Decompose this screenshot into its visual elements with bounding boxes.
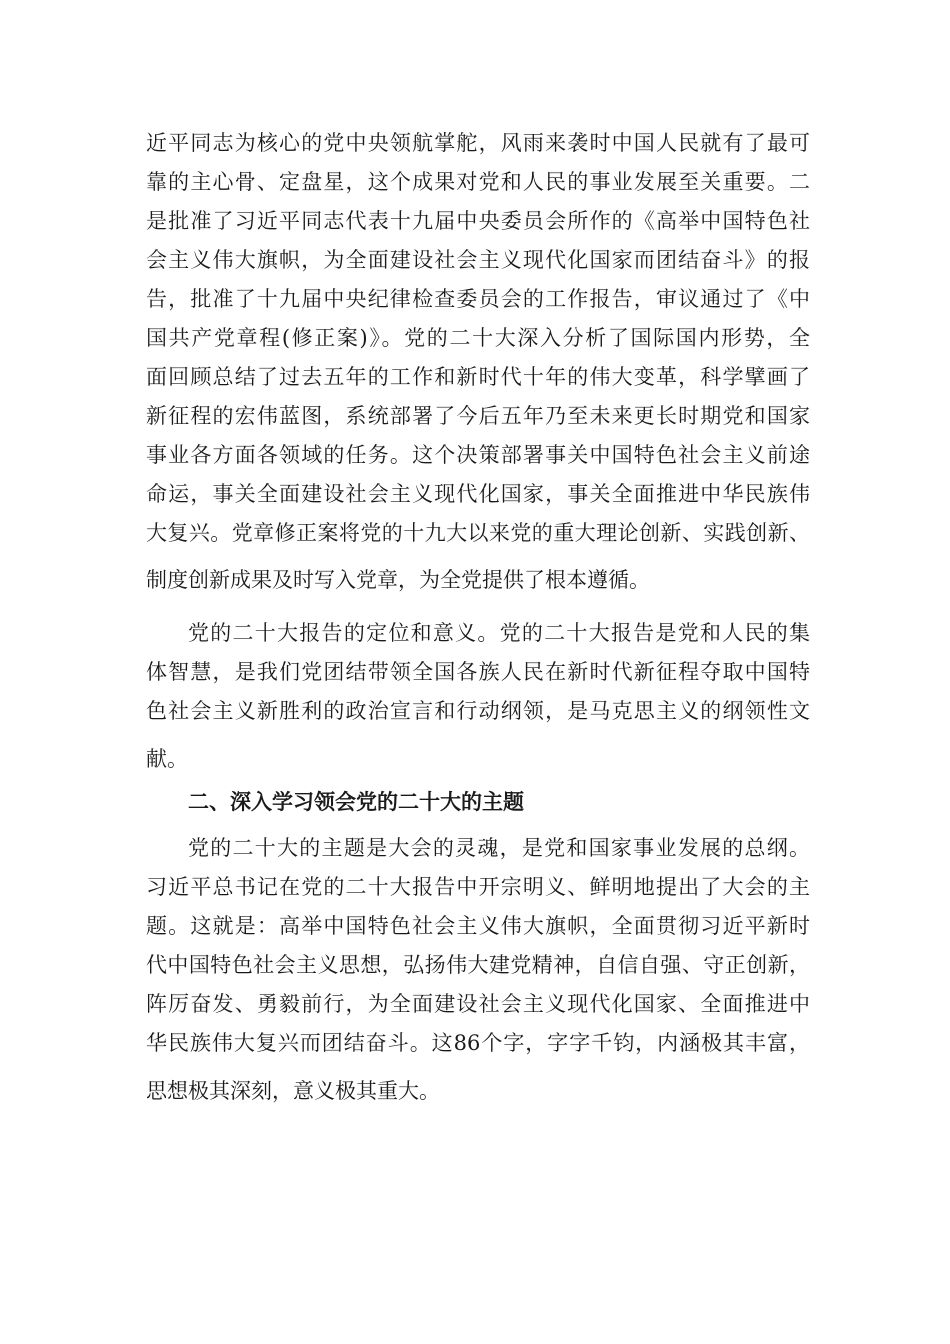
line-text: 思想极其深刻，意义极其重大。: [146, 1079, 440, 1103]
line-text: 面回顾总结了过去五年的工作和新时代十年的伟大变革，科学擘画了: [146, 365, 810, 389]
line-text: 告，批准了十九届中央纪律检查委员会的工作报告，审议通过了《中: [146, 287, 810, 311]
paragraph-line: [0, 693, 950, 729]
line-text: 是批准了习近平同志代表十九届中央委员会所作的《高举中国特色社: [146, 209, 810, 233]
line-text: 会主义伟大旗帜，为全面建设社会主义现代化国家而团结奋斗》的报: [146, 248, 810, 272]
line-text: 代中国特色社会主义思想，弘扬伟大建党精神，自信自强、守正创新，: [146, 953, 810, 977]
line-text: 制度创新成果及时写入党章，为全党提供了根本遵循。: [146, 568, 650, 592]
paragraph-line: [0, 654, 950, 690]
paragraph-line: [0, 947, 950, 983]
line-text: 近平同志为核心的党中央领航掌舵，风雨来袭时中国人民就有了最可: [146, 131, 810, 155]
paragraph-line: [0, 164, 950, 200]
paragraph-line: [0, 476, 950, 512]
line-text: 大复兴。党章修正案将党的十九大以来党的重大理论创新、实践创新、: [146, 521, 810, 545]
line-text: 命运，事关全面建设社会主义现代化国家，事关全面推进中华民族伟: [146, 482, 810, 506]
line-text: 色社会主义新胜利的政治宣言和行动纲领，是马克思主义的纲领性文: [146, 699, 810, 723]
paragraph-line: [0, 203, 950, 239]
paragraph-line: [0, 398, 950, 434]
paragraph-line: [0, 242, 950, 278]
paragraph-line: [0, 562, 950, 598]
line-text: 题。这就是：高举中国特色社会主义伟大旗帜，全面贯彻习近平新时: [146, 914, 810, 938]
line-text: 献。: [146, 747, 188, 771]
line-text: 党的二十大报告的定位和意义。党的二十大报告是党和人民的集: [188, 621, 810, 645]
line-text: 新征程的宏伟蓝图，系统部署了今后五年乃至未来更长时期党和国家: [146, 404, 810, 428]
paragraph-line: [0, 125, 950, 161]
line-text: 习近平总书记在党的二十大报告中开宗明义、鲜明地提出了大会的主: [146, 875, 810, 899]
section-heading-text: 二、深入学习领会党的二十大的主题: [188, 790, 524, 814]
line-text: 党的二十大的主题是大会的灵魂，是党和国家事业发展的总纲。: [188, 836, 810, 860]
section-heading: [0, 784, 950, 820]
line-text: 体智慧，是我们党团结带领全国各族人民在新时代新征程夺取中国特: [146, 660, 810, 684]
line-text: 事业各方面各领域的任务。这个决策部署事关中国特色社会主义前途: [146, 443, 810, 467]
paragraph-line: [0, 515, 950, 551]
paragraph-line: [0, 615, 950, 651]
paragraph-line: [0, 320, 950, 356]
paragraph-line: [0, 437, 950, 473]
line-text: 华民族伟大复兴而团结奋斗。这86个字，字字千钧，内涵极其丰富，: [146, 1031, 810, 1055]
line-text: 国共产党章程(修正案)》。党的二十大深入分析了国际国内形势，全: [146, 326, 810, 350]
paragraph-line: [0, 986, 950, 1022]
line-text: 靠的主心骨、定盘星，这个成果对党和人民的事业发展至关重要。二: [146, 170, 810, 194]
paragraph-line: [0, 359, 950, 395]
paragraph-line: [0, 1025, 950, 1061]
paragraph-line: [0, 830, 950, 866]
paragraph-line: [0, 869, 950, 905]
paragraph-line: [0, 1073, 950, 1109]
paragraph-line: [0, 281, 950, 317]
paragraph-line: [0, 908, 950, 944]
line-text: 阵厉奋发、勇毅前行，为全面建设社会主义现代化国家、全面推进中: [146, 992, 810, 1016]
paragraph-line: [0, 741, 950, 777]
